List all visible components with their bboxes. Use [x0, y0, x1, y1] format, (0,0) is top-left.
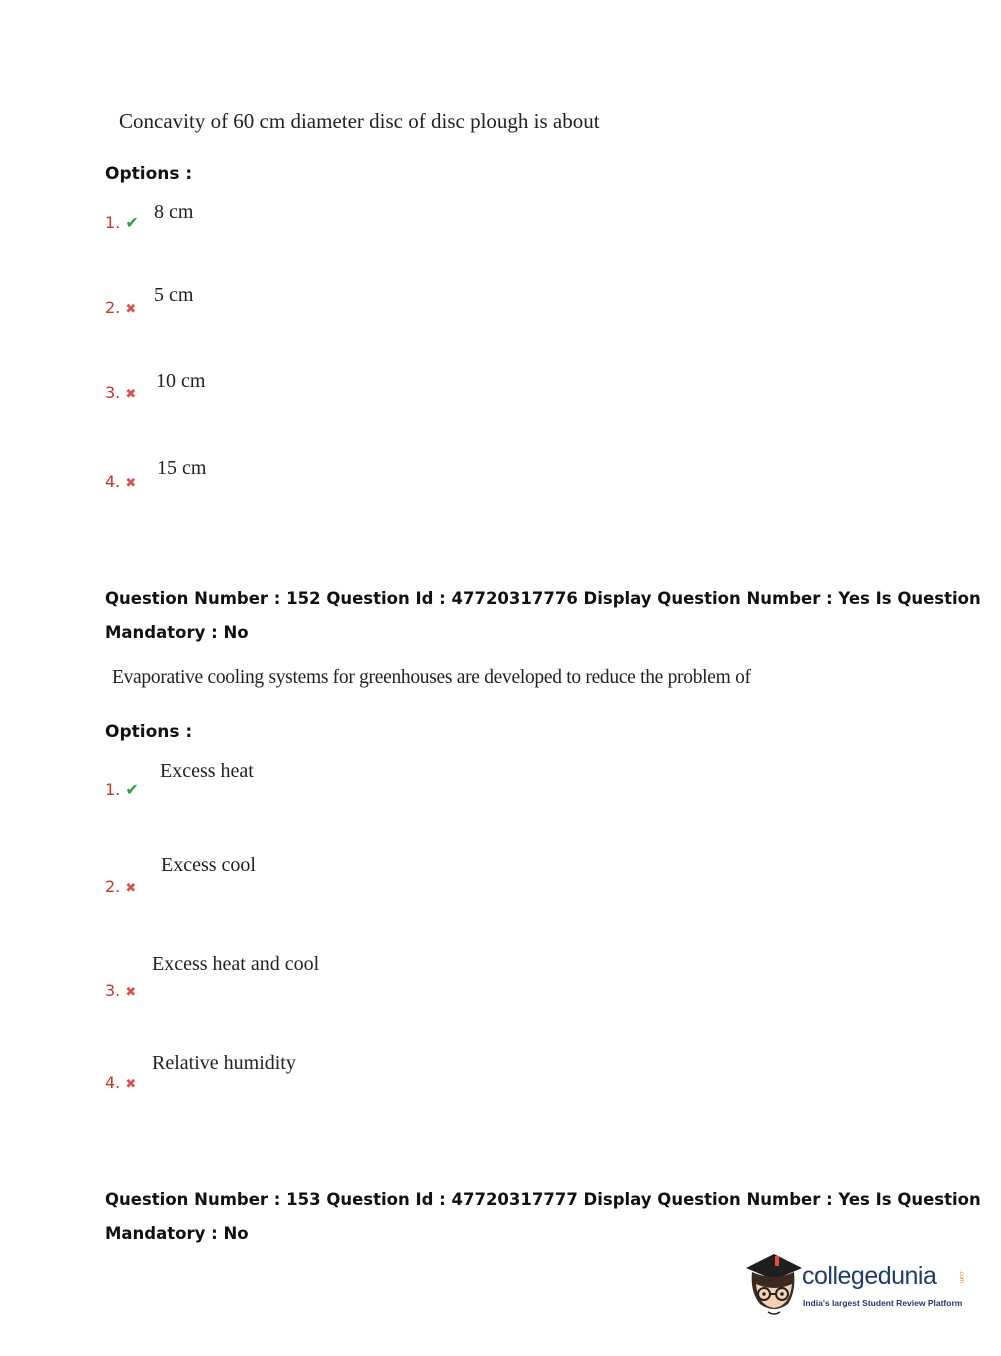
check-icon: ✔: [125, 213, 139, 232]
options-heading: Options :: [105, 164, 193, 184]
cross-icon: ✖: [125, 1077, 137, 1092]
cross-icon: ✖: [125, 881, 137, 896]
option-number: 3. ✖: [105, 383, 137, 402]
option-text: 8 cm: [154, 201, 194, 223]
logo-wordmark: collegedunia: [802, 1262, 937, 1290]
collegedunia-logo: [742, 1248, 972, 1320]
question-meta: Question Number : 152 Question Id : 47720317776 Display Question Number : Yes Is Question: [105, 589, 981, 608]
option-number: 4. ✖: [105, 1073, 137, 1092]
option-text: Excess cool: [161, 854, 256, 876]
option-text: Excess heat and cool: [152, 953, 320, 975]
question-meta: Question Number : 153 Question Id : 47720317777 Display Question Number : Yes Is Question: [105, 1190, 981, 1209]
option-number: 2. ✖: [105, 298, 137, 317]
question-meta-mandatory: Mandatory : No: [105, 1224, 249, 1243]
option-text: Excess heat: [160, 760, 254, 782]
option-text: 15 cm: [157, 457, 207, 479]
mascot-icon: [742, 1248, 804, 1320]
logo-suffix: .com: [958, 1270, 964, 1284]
question-text: Concavity of 60 cm diameter disc of disc plough is about: [119, 109, 600, 133]
option-number: 1. ✔: [105, 780, 139, 799]
cross-icon: ✖: [125, 302, 137, 317]
option-text: 10 cm: [156, 370, 206, 392]
cross-icon: ✖: [125, 476, 137, 491]
option-number: 3. ✖: [105, 981, 137, 1000]
option-text: 5 cm: [154, 284, 194, 306]
option-number: 1. ✔: [105, 213, 139, 232]
question-text: Evaporative cooling systems for greenhouses are developed to reduce the problem of: [112, 667, 751, 688]
question-meta-mandatory: Mandatory : No: [105, 623, 249, 642]
logo-tagline: India's largest Student Review Platform: [803, 1298, 963, 1308]
option-number: 2. ✖: [105, 877, 137, 896]
option-text: Relative humidity: [152, 1052, 296, 1074]
cross-icon: ✖: [125, 387, 137, 402]
cross-icon: ✖: [125, 985, 137, 1000]
options-heading: Options :: [105, 722, 193, 742]
check-icon: ✔: [125, 780, 139, 799]
option-number: 4. ✖: [105, 472, 137, 491]
